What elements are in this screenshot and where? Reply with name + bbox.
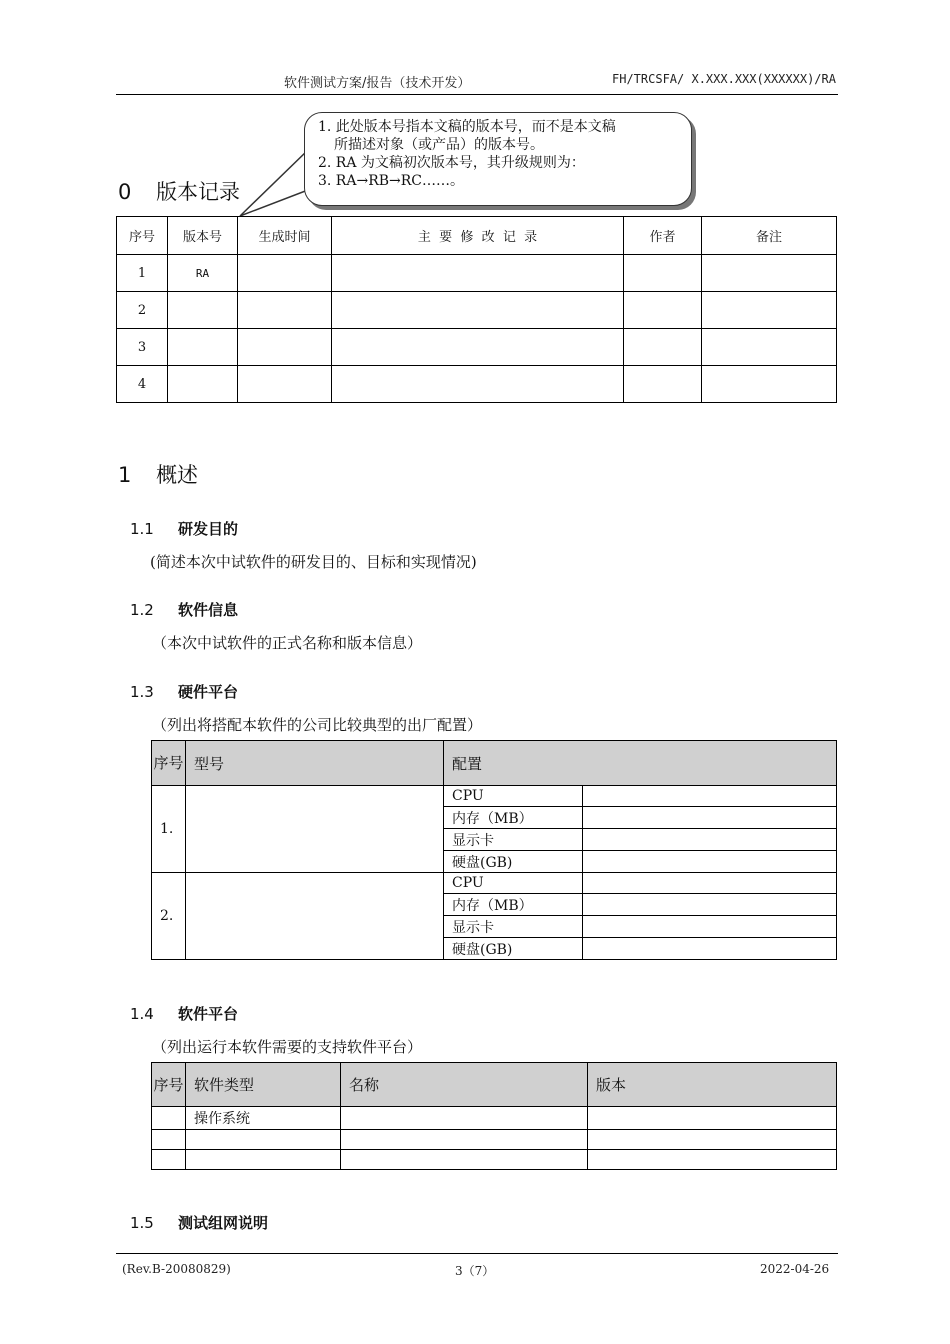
cell	[168, 292, 238, 329]
cell	[332, 329, 624, 366]
col-header: 备注	[702, 217, 837, 255]
subsection-number: 1.2	[130, 601, 154, 619]
cell: 3	[117, 329, 168, 366]
header-rule	[116, 94, 838, 95]
footer-rule	[116, 1253, 838, 1254]
col-header: 序号	[152, 1063, 186, 1107]
cell	[624, 366, 702, 403]
subsection-number: 1.4	[130, 1005, 154, 1023]
config-value	[583, 786, 837, 807]
cell	[332, 255, 624, 292]
cell	[152, 1150, 186, 1170]
cell: 操作系统	[186, 1107, 341, 1130]
table-row	[117, 292, 837, 329]
cell	[186, 1150, 341, 1170]
col-header: 生成时间	[238, 217, 332, 255]
cell	[624, 255, 702, 292]
config-item: 硬盘(GB)	[444, 938, 583, 960]
header-title: 软件测试方案/报告（技术开发）	[284, 76, 471, 91]
config-value	[583, 916, 837, 938]
cell	[341, 1130, 588, 1150]
col-header: 软件类型	[186, 1063, 341, 1107]
config-item: CPU	[444, 873, 583, 894]
config-value	[583, 807, 837, 829]
subsection-title: 软件平台	[178, 1005, 239, 1023]
cell	[588, 1150, 837, 1170]
subsection-title: 硬件平台	[178, 683, 239, 701]
cell	[341, 1150, 588, 1170]
section-number: 0	[118, 180, 132, 204]
model-cell	[186, 786, 444, 873]
cell	[238, 255, 332, 292]
subsection-1-5-heading	[130, 1212, 268, 1233]
config-item: 内存（MB）	[444, 894, 583, 916]
table-row	[117, 366, 837, 403]
cell	[702, 366, 837, 403]
callout-line: 1. 此处版本号指本文稿的版本号，而不是本文稿	[318, 119, 616, 135]
cell	[341, 1107, 588, 1130]
col-header: 名称	[341, 1063, 588, 1107]
callout-line: 所描述对象（或产品）的版本号。	[334, 137, 544, 153]
cell	[332, 292, 624, 329]
table-row	[117, 255, 837, 292]
cell	[152, 1130, 186, 1150]
subsection-number: 1.3	[130, 683, 154, 701]
cell: 2	[117, 292, 168, 329]
cell	[238, 292, 332, 329]
config-value	[583, 829, 837, 851]
cell	[238, 366, 332, 403]
section-title: 版本记录	[156, 180, 241, 204]
cell	[702, 292, 837, 329]
hardware-platform-table	[151, 740, 837, 960]
subsection-1-1-heading	[130, 518, 238, 539]
header-doc-code: FH/TRCSFA/ X.XXX.XXX(XXXXXX)/RA	[612, 72, 836, 86]
cell: RA	[168, 255, 238, 292]
config-item: CPU	[444, 786, 583, 807]
section-0-heading	[118, 176, 240, 206]
callout-line: 2. RA 为文稿初次版本号，其升级规则为：	[318, 155, 585, 171]
config-item: 内存（MB）	[444, 807, 583, 829]
table-row	[152, 1107, 837, 1130]
group-seq: 1.	[152, 786, 186, 873]
subsection-1-2-text: （本次中试软件的正式名称和版本信息）	[152, 634, 423, 652]
version-record-table	[116, 216, 837, 403]
footer-date: 2022-04-26	[760, 1262, 830, 1276]
cell	[624, 329, 702, 366]
subsection-title: 软件信息	[178, 601, 239, 619]
config-value	[583, 894, 837, 916]
config-item: 硬盘(GB)	[444, 851, 583, 873]
col-header: 主 要 修 改 记 录	[332, 217, 624, 255]
config-item: 显示卡	[444, 916, 583, 938]
subsection-1-4-heading	[130, 1003, 238, 1024]
col-header: 版本	[588, 1063, 837, 1107]
model-cell	[186, 873, 444, 960]
col-header: 序号	[152, 741, 186, 786]
config-item: 显示卡	[444, 829, 583, 851]
callout-text	[318, 118, 616, 190]
cell	[238, 329, 332, 366]
subsection-1-4-text: （列出运行本软件需要的支持软件平台）	[152, 1038, 423, 1056]
subsection-title: 测试组网说明	[178, 1214, 269, 1232]
cell	[168, 366, 238, 403]
section-1-heading	[118, 459, 198, 489]
cell: 4	[117, 366, 168, 403]
config-value	[583, 873, 837, 894]
table-row	[152, 873, 837, 894]
col-header: 型号	[186, 741, 444, 786]
group-seq: 2.	[152, 873, 186, 960]
cell	[332, 366, 624, 403]
subsection-number: 1.1	[130, 520, 154, 538]
subsection-1-2-heading	[130, 599, 238, 620]
cell	[588, 1130, 837, 1150]
subsection-1-1-text: (简述本次中试软件的研发目的、目标和实现情况)	[150, 553, 477, 571]
cell	[152, 1107, 186, 1130]
cell	[702, 255, 837, 292]
cell	[588, 1107, 837, 1130]
cell: 1	[117, 255, 168, 292]
subsection-1-3-heading	[130, 681, 238, 702]
footer-rev: (Rev.B-20080829)	[122, 1262, 231, 1276]
col-header: 版本号	[168, 217, 238, 255]
config-value	[583, 851, 837, 873]
callout-line: 3. RA→RB→RC……。	[318, 173, 465, 189]
cell	[186, 1130, 341, 1150]
col-header: 序号	[117, 217, 168, 255]
cell	[168, 329, 238, 366]
col-header: 作者	[624, 217, 702, 255]
config-value	[583, 938, 837, 960]
table-row	[152, 786, 837, 807]
subsection-title: 研发目的	[178, 520, 239, 538]
footer-page: 3（7）	[455, 1264, 495, 1278]
section-title: 概述	[156, 463, 199, 487]
table-row	[152, 1150, 837, 1170]
col-header: 配置	[444, 741, 837, 786]
table-row	[117, 329, 837, 366]
subsection-number: 1.5	[130, 1214, 154, 1232]
cell	[624, 292, 702, 329]
section-number: 1	[118, 463, 132, 487]
software-platform-table	[151, 1062, 837, 1170]
table-row	[152, 1130, 837, 1150]
subsection-1-3-text: （列出将搭配本软件的公司比较典型的出厂配置）	[152, 716, 483, 734]
cell	[702, 329, 837, 366]
